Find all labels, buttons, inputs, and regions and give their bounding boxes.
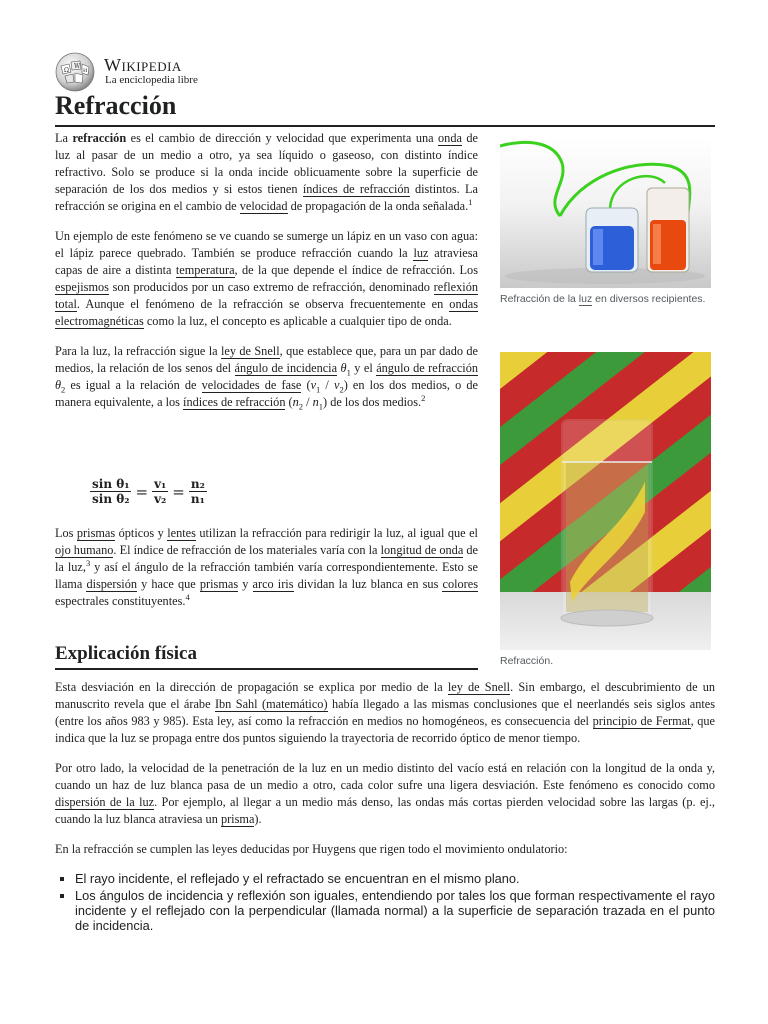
article-link[interactable]: reflexión total: [55, 280, 478, 311]
paragraph: La refracción es el cambio de dirección y velocidad que experimenta una onda de luz al pasar de un medio a otro, ya sea líquido o gaseoso, con distinto índice refractivo. Solo se produce si la onda incide oblicuamente sobre la superficie de separación de los dos medios y si estos tienen índices de refracción distintos. La refracción se origina en el cambio de velocidad de propagación de la onda señalada.$^1$: [55, 131, 479, 213]
wikipedia-wordmark: Wikipedia: [104, 55, 182, 75]
formula-numerator: sin θ₁: [92, 477, 130, 491]
paragraph: Por otro lado, la velocidad de la penetración de la luz en un medio distinto del vacío está en relación con la longitud de la onda y, cuando un haz de luz blanca pasa de un medio a otro, cada color sufre una ligera desviación. Este fenómeno es conocido como dispersión de la luz. Por ejemplo, al llegar a un medio más denso, las ondas más cortas pierden velocidad sobre las largas (p. ej., cuando la luz blanca atraviesa un prisma).: [55, 761, 715, 826]
article-link[interactable]: dispersión de la luz: [55, 795, 155, 809]
intro-section: [55, 130, 478, 424]
glasses-illustration: [500, 138, 711, 288]
list-item: ▪ El rayo incidente, el reflejado y el refractado se encuentran en el mismo plano.: [75, 871, 715, 886]
huygens-laws-list: [55, 871, 715, 933]
subscript: 1: [318, 401, 324, 412]
wikipedia-tagline: La enciclopedia libre: [105, 74, 198, 86]
formula-denominator: sin θ₂: [92, 492, 130, 506]
article-link[interactable]: índices de refracción: [183, 395, 286, 409]
article-link[interactable]: prismas: [76, 526, 116, 540]
article-link[interactable]: luz: [413, 246, 429, 260]
article-link[interactable]: arco iris: [252, 577, 294, 591]
article-link[interactable]: ley de Snell: [220, 344, 280, 358]
article-link[interactable]: Ibn Sahl (matemático): [214, 697, 328, 711]
formula-fraction: [189, 477, 207, 506]
figure-refraction-glass: [500, 352, 711, 669]
bold-term: refracción: [72, 131, 127, 145]
article-link[interactable]: ojo humano: [55, 543, 114, 557]
figure-glasses: [500, 138, 711, 307]
math-symbol: θ: [337, 361, 347, 375]
snell-law-formula: [90, 477, 207, 506]
glasses-image[interactable]: [500, 138, 711, 288]
formula-numerator: n₂: [190, 477, 205, 491]
wikipedia-globe-icon: [55, 52, 95, 92]
reference-marker[interactable]: 1: [468, 196, 473, 207]
article-link[interactable]: ley de Snell: [447, 680, 511, 694]
physical-explanation-section: [55, 679, 715, 935]
refraction-glass-image[interactable]: [500, 352, 711, 650]
subscript: 2: [298, 401, 304, 412]
article-link[interactable]: onda: [438, 131, 462, 145]
svg-text:W: W: [74, 63, 81, 70]
list-item: ▪ Los ángulos de incidencia y reflexión son iguales, entendiendo por tales los que forman respectivamente el rayo incidente y el reflejado con la perpendicular (llamada normal) a la superficie de separación trazada en el punto de incidencia.: [75, 888, 715, 933]
subscript: 1: [346, 367, 351, 378]
formula-fraction: [90, 477, 131, 506]
page-title: Refracción: [55, 89, 715, 127]
formula-denominator: v₂: [154, 492, 167, 506]
math-symbol: n: [292, 395, 299, 409]
article-link[interactable]: colores: [442, 577, 478, 591]
equals-sign: =: [135, 482, 149, 501]
formula-numerator: v₁: [154, 477, 167, 491]
math-symbol: θ: [55, 378, 62, 392]
paragraph: Los prismas ópticos y lentes utilizan la refracción para redirigir la luz, al igual que el ojo humano. El índice de refracción de los materiales varía con la longitud de onda de la luz,$^3$ y así el ángulo de la refracción también varía correspondientemente. Esto se llama dispersión y hace que prismas y arco iris dividan la luz blanca en sus colores espectrales constituyentes.$^4$: [55, 526, 479, 608]
svg-text:Ω: Ω: [64, 67, 69, 74]
formula-denominator: n₁: [190, 492, 205, 506]
article-link[interactable]: velocidad: [239, 199, 288, 213]
section-heading-explicacion-fisica: Explicación física: [55, 642, 478, 670]
wikipedia-logo[interactable]: [55, 52, 255, 92]
refraction-glass-illustration: [500, 352, 711, 650]
article-link[interactable]: longitud de onda: [380, 543, 464, 557]
article-link[interactable]: ángulo de refracción: [376, 361, 479, 375]
subscript: 2: [61, 384, 66, 395]
figure-caption: Refracción.: [500, 655, 554, 667]
math-symbol: n: [312, 395, 319, 409]
article-link[interactable]: ondas electromagnéticas: [55, 297, 478, 328]
article-link[interactable]: ángulo de incidencia: [234, 361, 338, 375]
article-link[interactable]: dispersión: [86, 577, 137, 591]
reference-marker[interactable]: 2: [421, 392, 426, 403]
figure-caption: Refracción de la luz en diversos recipientes.: [500, 293, 706, 305]
formula-fraction: [152, 477, 168, 506]
paragraph: En la refracción se cumplen las leyes deducidas por Huygens que rigen todo el movimiento ondulatorio:: [55, 842, 568, 856]
article-link[interactable]: prisma: [220, 812, 255, 826]
paragraph: Un ejemplo de este fenómeno se ve cuando se sumerge un lápiz en un vaso con agua: el lápiz parece quebrado. También se produce refracción cuando la luz atraviesa capas de aire a distinta temperatura, de la que depende el índice de refracción. Los espejismos son producidos por un caso extremo de refracción, denominado reflexión total. Aunque el fenómeno de la refracción se observa frecuentemente en ondas electromagnéticas como la luz, el concepto es aplicable a cualquier tipo de onda.: [55, 229, 478, 328]
reference-marker[interactable]: 4: [185, 591, 190, 602]
article-link[interactable]: velocidades de fase: [201, 378, 302, 392]
paragraph: Esta desviación en la dirección de propagación se explica por medio de la ley de Snell. Sin embargo, el descubrimiento de un manuscrito revela que el árabe Ibn Sahl (matemático) había llegado a las mismas conclusiones que el neerlandés seis siglos antes (entre los años 983 y 985). Esta ley, así como la refracción en medios no homogéneos, es consecuencia del principio de Fermat, que indica que la luz se propaga entre dos puntos siguiendo la trayectoria de recorrido óptico de menor tiempo.: [55, 680, 716, 745]
math-symbol: v: [310, 378, 317, 392]
subscript: 2: [339, 384, 344, 395]
article-link[interactable]: temperatura: [175, 263, 235, 277]
article-link[interactable]: luz: [578, 293, 593, 305]
math-symbol: v: [333, 378, 340, 392]
dispersion-paragraph-block: [55, 525, 478, 623]
article-link[interactable]: índices de refracción: [302, 182, 410, 196]
article-link[interactable]: lentes: [167, 526, 196, 540]
equals-sign: =: [172, 482, 185, 501]
paragraph: Para la luz, la refracción sigue la ley de Snell, que establece que, para un par dado de medios, la relación de los senos del ángulo de incidencia $\theta_1$ y el ángulo de refracción $\theta_2$ es igual a la relación de velocidades de fase $(v_1 / v_2)$ en los dos medios, o de manera equivalente, a los índices de refracción $(n_2 / n_1)$ de los dos medios.$^2$: [55, 344, 479, 412]
subscript: 1: [316, 384, 321, 395]
article-link[interactable]: espejismos: [55, 280, 109, 294]
article-link[interactable]: prismas: [199, 577, 239, 591]
svg-text:И: И: [83, 68, 88, 74]
reference-marker[interactable]: 3: [85, 557, 91, 568]
article-link[interactable]: principio de Fermat: [592, 714, 691, 728]
